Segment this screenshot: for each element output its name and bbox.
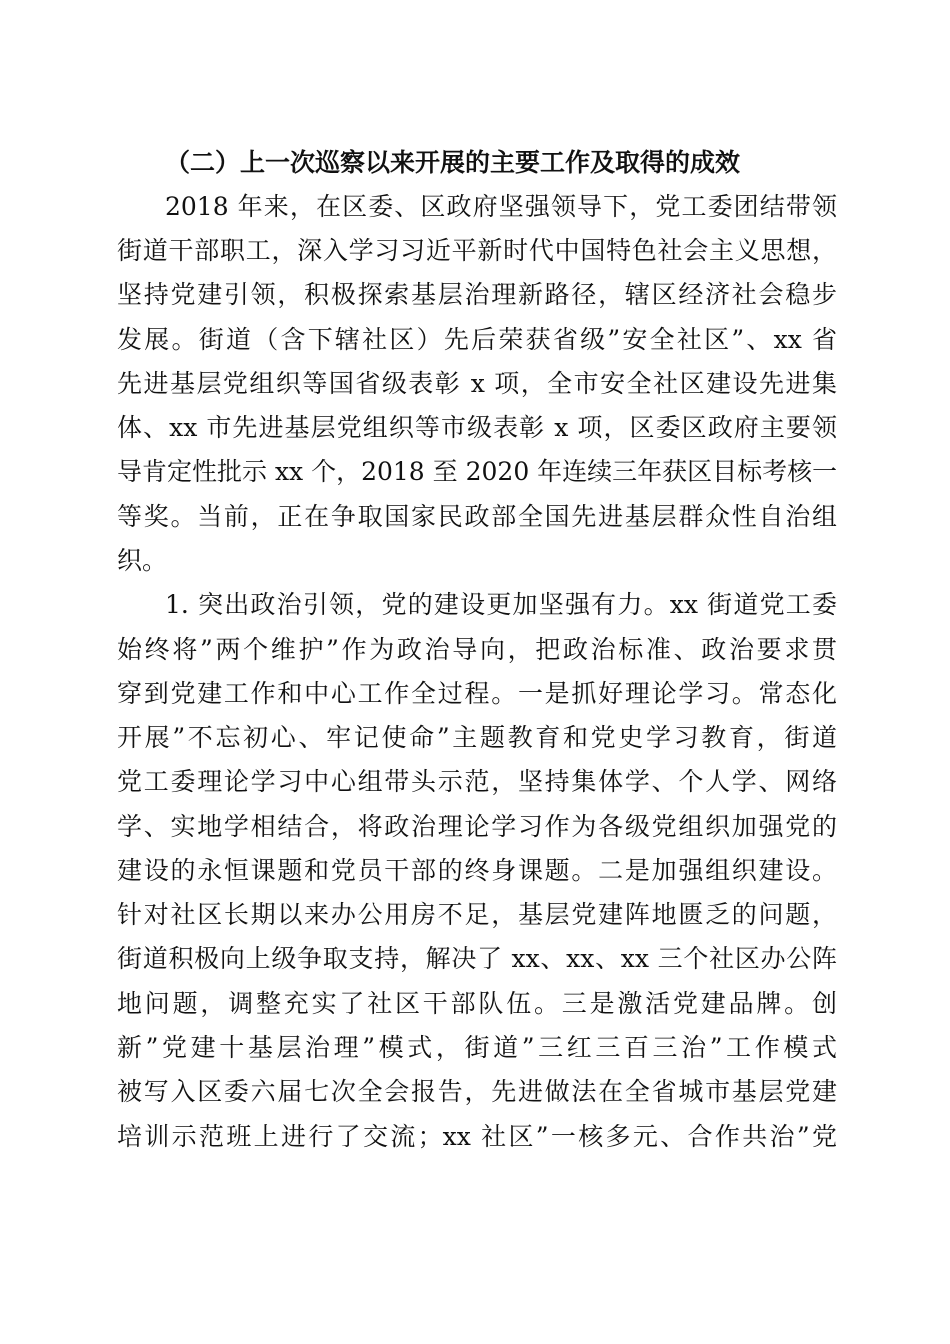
paragraph-1-line-5: 先进基层党组织等国省级表彰 x 项，全市安全社区建设先进集: [117, 369, 837, 398]
paragraph-2-line-5: 党工委理论学习中心组带头示范，坚持集体学、个人学、网络: [117, 767, 837, 796]
paragraph-2-line-6: 学、实地学相结合，将政治理论学习作为各级党组织加强党的: [117, 812, 837, 841]
paragraph-2-line-11: 新”党建十基层治理”模式，街道”三红三百三治”工作模式: [117, 1033, 837, 1062]
section-heading: （二）上一次巡察以来开展的主要工作及取得的成效: [165, 148, 741, 177]
paragraph-1-line-9: 织。: [117, 546, 168, 575]
paragraph-1-line-6: 体、xx 市先进基层党组织等市级表彰 x 项，区委区政府主要领: [117, 413, 837, 442]
paragraph-2-line-2: 始终将”两个维护”作为政治导向，把政治标准、政治要求贯: [117, 635, 837, 664]
paragraph-1-line-7: 导肯定性批示 xx 个，2018 至 2020 年连续三年获区目标考核一: [117, 457, 838, 486]
paragraph-2-line-9: 街道积极向上级争取支持，解决了 xx、xx、xx 三个社区办公阵: [117, 944, 837, 973]
paragraph-2-line-12: 被写入区委六届七次全会报告，先进做法在全省城市基层党建: [117, 1077, 837, 1106]
paragraph-2-line-1: 1. 突出政治引领，党的建设更加坚强有力。xx 街道党工委: [165, 590, 837, 619]
paragraph-1-line-3: 坚持党建引领，积极探索基层治理新路径，辖区经济社会稳步: [117, 280, 837, 309]
paragraph-1-line-8: 等奖。当前，正在争取国家民政部全国先进基层群众性自治组: [117, 502, 837, 531]
paragraph-2-line-13: 培训示范班上进行了交流；xx 社区”一核多元、合作共治”党: [117, 1122, 837, 1151]
paragraph-2-line-4: 开展”不忘初心、牢记使命”主题教育和党史学习教育，街道: [117, 723, 837, 752]
paragraph-1-line-1: 2018 年来，在区委、区政府坚强领导下，党工委团结带领: [165, 192, 837, 221]
paragraph-2-line-10: 地问题，调整充实了社区干部队伍。三是激活党建品牌。创: [117, 989, 837, 1018]
paragraph-2-line-8: 针对社区长期以来办公用房不足，基层党建阵地匮乏的问题，: [117, 900, 837, 929]
paragraph-1-line-2: 街道干部职工，深入学习习近平新时代中国特色社会主义思想，: [117, 236, 837, 265]
paragraph-2-line-7: 建设的永恒课题和党员干部的终身课题。二是加强组织建设。: [117, 856, 837, 885]
paragraph-1-line-4: 发展。街道（含下辖社区）先后荣获省级”安全社区”、xx 省: [117, 325, 837, 354]
paragraph-2-line-3: 穿到党建工作和中心工作全过程。一是抓好理论学习。常态化: [117, 679, 837, 708]
